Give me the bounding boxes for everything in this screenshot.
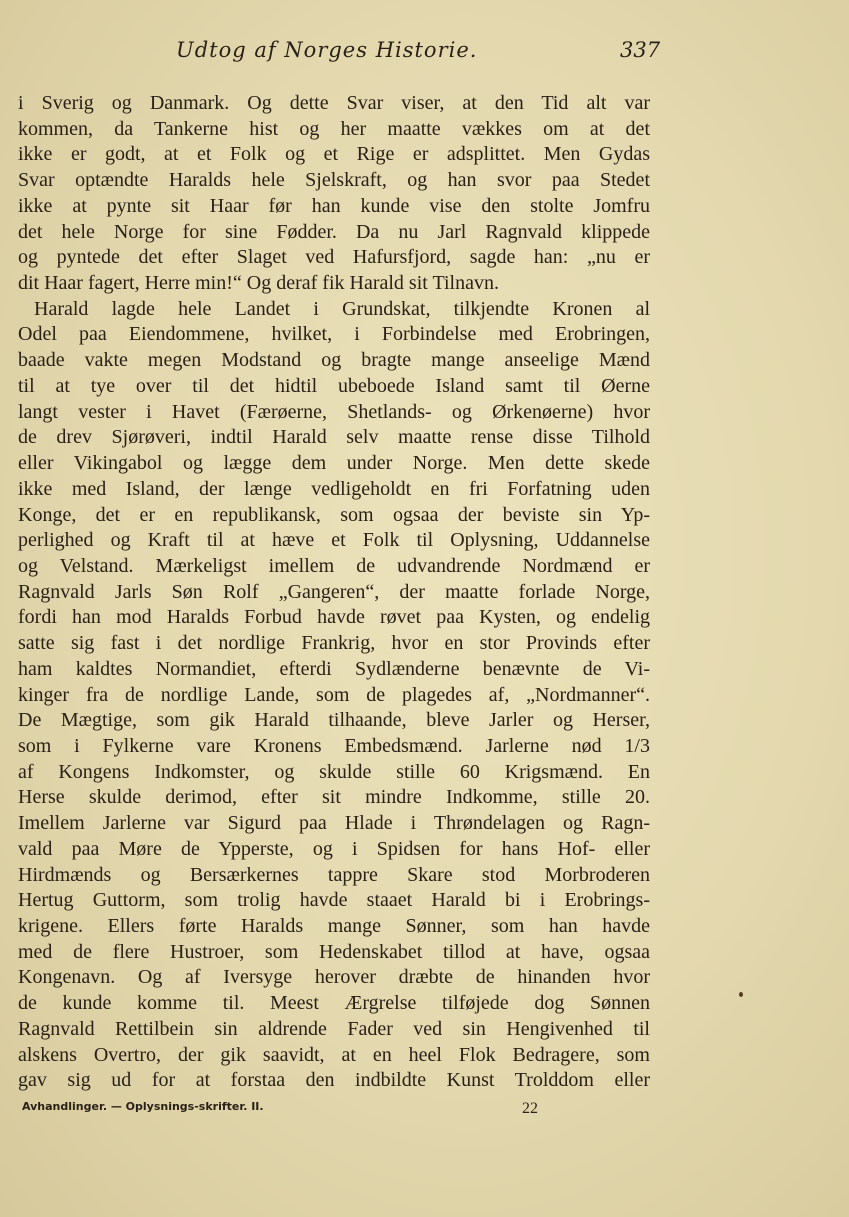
text-line: fordi han mod Haralds Forbud havde røvet paa Kysten, og endelig	[18, 606, 650, 629]
text-line: i Sverig og Danmark. Og dette Svar viser, at den Tid alt var	[18, 92, 650, 114]
text-line: kommen, da Tankerne hist og her maatte vækkes om at det	[18, 117, 650, 140]
text-line: Harald lagde hele Landet i Grundskat, tilkjendte Kronen al	[34, 297, 650, 320]
text-line: alskens Overtro, der gik saavidt, at en heel Flok Bedragere, som	[18, 1043, 650, 1066]
text-line: Kongenavn. Og af Iversyge herover dræbte de hinanden hvor	[18, 966, 650, 989]
text-line: ikke at pynte sit Haar før han kunde vise den stolte Jomfru	[18, 194, 650, 217]
text-line: Ragnvald Rettilbein sin aldrende Fader ved sin Hengivenhed til	[18, 1017, 650, 1040]
text-line: ikke er godt, at et Folk og et Rige er adsplittet. Men Gydas	[18, 143, 650, 166]
text-line: krigene. Ellers førte Haralds mange Sønner, som han havde	[18, 915, 650, 937]
text-line: vald paa Møre de Ypperste, og i Spidsen for hans Hof- eller	[18, 837, 650, 860]
text-line: dit Haar fagert, Herre min!“ Og deraf fik Harald sit Tilnavn.	[18, 272, 499, 295]
text-line: gav sig ud for at forstaa den indbildte Kunst Trolddom eller	[18, 1069, 650, 1092]
text-line: baade vakte megen Modstand og bragte mange anseelige Mænd	[18, 349, 650, 372]
text-line: ham kaldtes Normandiet, efterdi Sydlænderne benævnte de Vi-	[18, 657, 650, 680]
text-line: eller Vikingabol og lægge dem under Norge. Men dette skede	[18, 452, 650, 475]
text-line: Svar optændte Haralds hele Sjelskraft, og han svor paa Stedet	[18, 169, 650, 192]
text-line: med de flere Hustroer, som Hedenskabet tillod at have, ogsaa	[18, 940, 650, 963]
text-line: af Kongens Indkomster, og skulde stille 60 Krigsmænd. En	[18, 760, 650, 783]
text-line: De Mægtige, som gik Harald tilhaande, bleve Jarler og Herser,	[18, 709, 650, 732]
text-line: og Velstand. Mærkeligst imellem de udvandrende Nordmænd er	[18, 554, 650, 577]
text-line: ikke med Island, der længe vedligeholdt en fri Forfatning uden	[18, 477, 650, 500]
text-line: langt vester i Havet (Færøerne, Shetlands- og Ørkenøerne) hvor	[18, 400, 650, 423]
text-line: Hertug Guttorm, som trolig havde staaet Harald bi i Erobrings-	[18, 889, 650, 912]
sheet-number: 22	[522, 1100, 538, 1117]
text-line: perlighed og Kraft til at hæve et Folk til Oplysning, Uddannelse	[18, 529, 650, 552]
text-line: Konge, det er en republikansk, som ogsaa der beviste sin Yp-	[18, 503, 650, 526]
text-line: til at tye over til det hidtil ubeboede Island samt til Øerne	[18, 374, 650, 397]
text-line: og pyntede det efter Slaget ved Hafursfjord, sagde han: „nu er	[18, 246, 650, 269]
text-line: de kunde komme til. Meest Ærgrelse tilføjede dog Sønnen	[18, 992, 650, 1015]
body-text	[18, 91, 650, 1094]
page-footer	[0, 1100, 849, 1122]
running-title: Udtog af Norges Historie.	[176, 38, 478, 62]
text-line: Imellem Jarlerne var Sigurd paa Hlade i Thrøndelagen og Ragn-	[18, 812, 650, 835]
page-number: 337	[620, 38, 661, 62]
signature-mark: Avhandlinger. — Oplysnings-skrifter. II.	[22, 1100, 264, 1113]
text-line: Hirdmænds og Bersærkernes tappre Skare stod Morbroderen	[18, 863, 650, 886]
paper-speck	[739, 992, 743, 997]
text-line: Herse skulde derimod, efter sit mindre Indkomme, stille 20.	[18, 786, 650, 809]
text-line: som i Fylkerne vare Kronens Embedsmænd. Jarlerne nød 1/3	[18, 734, 650, 757]
text-line: det hele Norge for sine Fødder. Da nu Jarl Ragnvald klippede	[18, 220, 650, 243]
running-head	[0, 38, 849, 68]
text-line: de drev Sjørøveri, indtil Harald selv maatte rense disse Tilhold	[18, 426, 650, 449]
text-line: kinger fra de nordlige Lande, som de plagedes af, „Nordmanner“.	[18, 683, 650, 706]
text-line: Odel paa Eiendommene, hvilket, i Forbindelse med Erobringen,	[18, 323, 650, 346]
text-line: satte sig fast i det nordlige Frankrig, hvor en stor Provinds efter	[18, 632, 650, 655]
text-line: Ragnvald Jarls Søn Rolf „Gangeren“, der maatte forlade Norge,	[18, 580, 650, 603]
